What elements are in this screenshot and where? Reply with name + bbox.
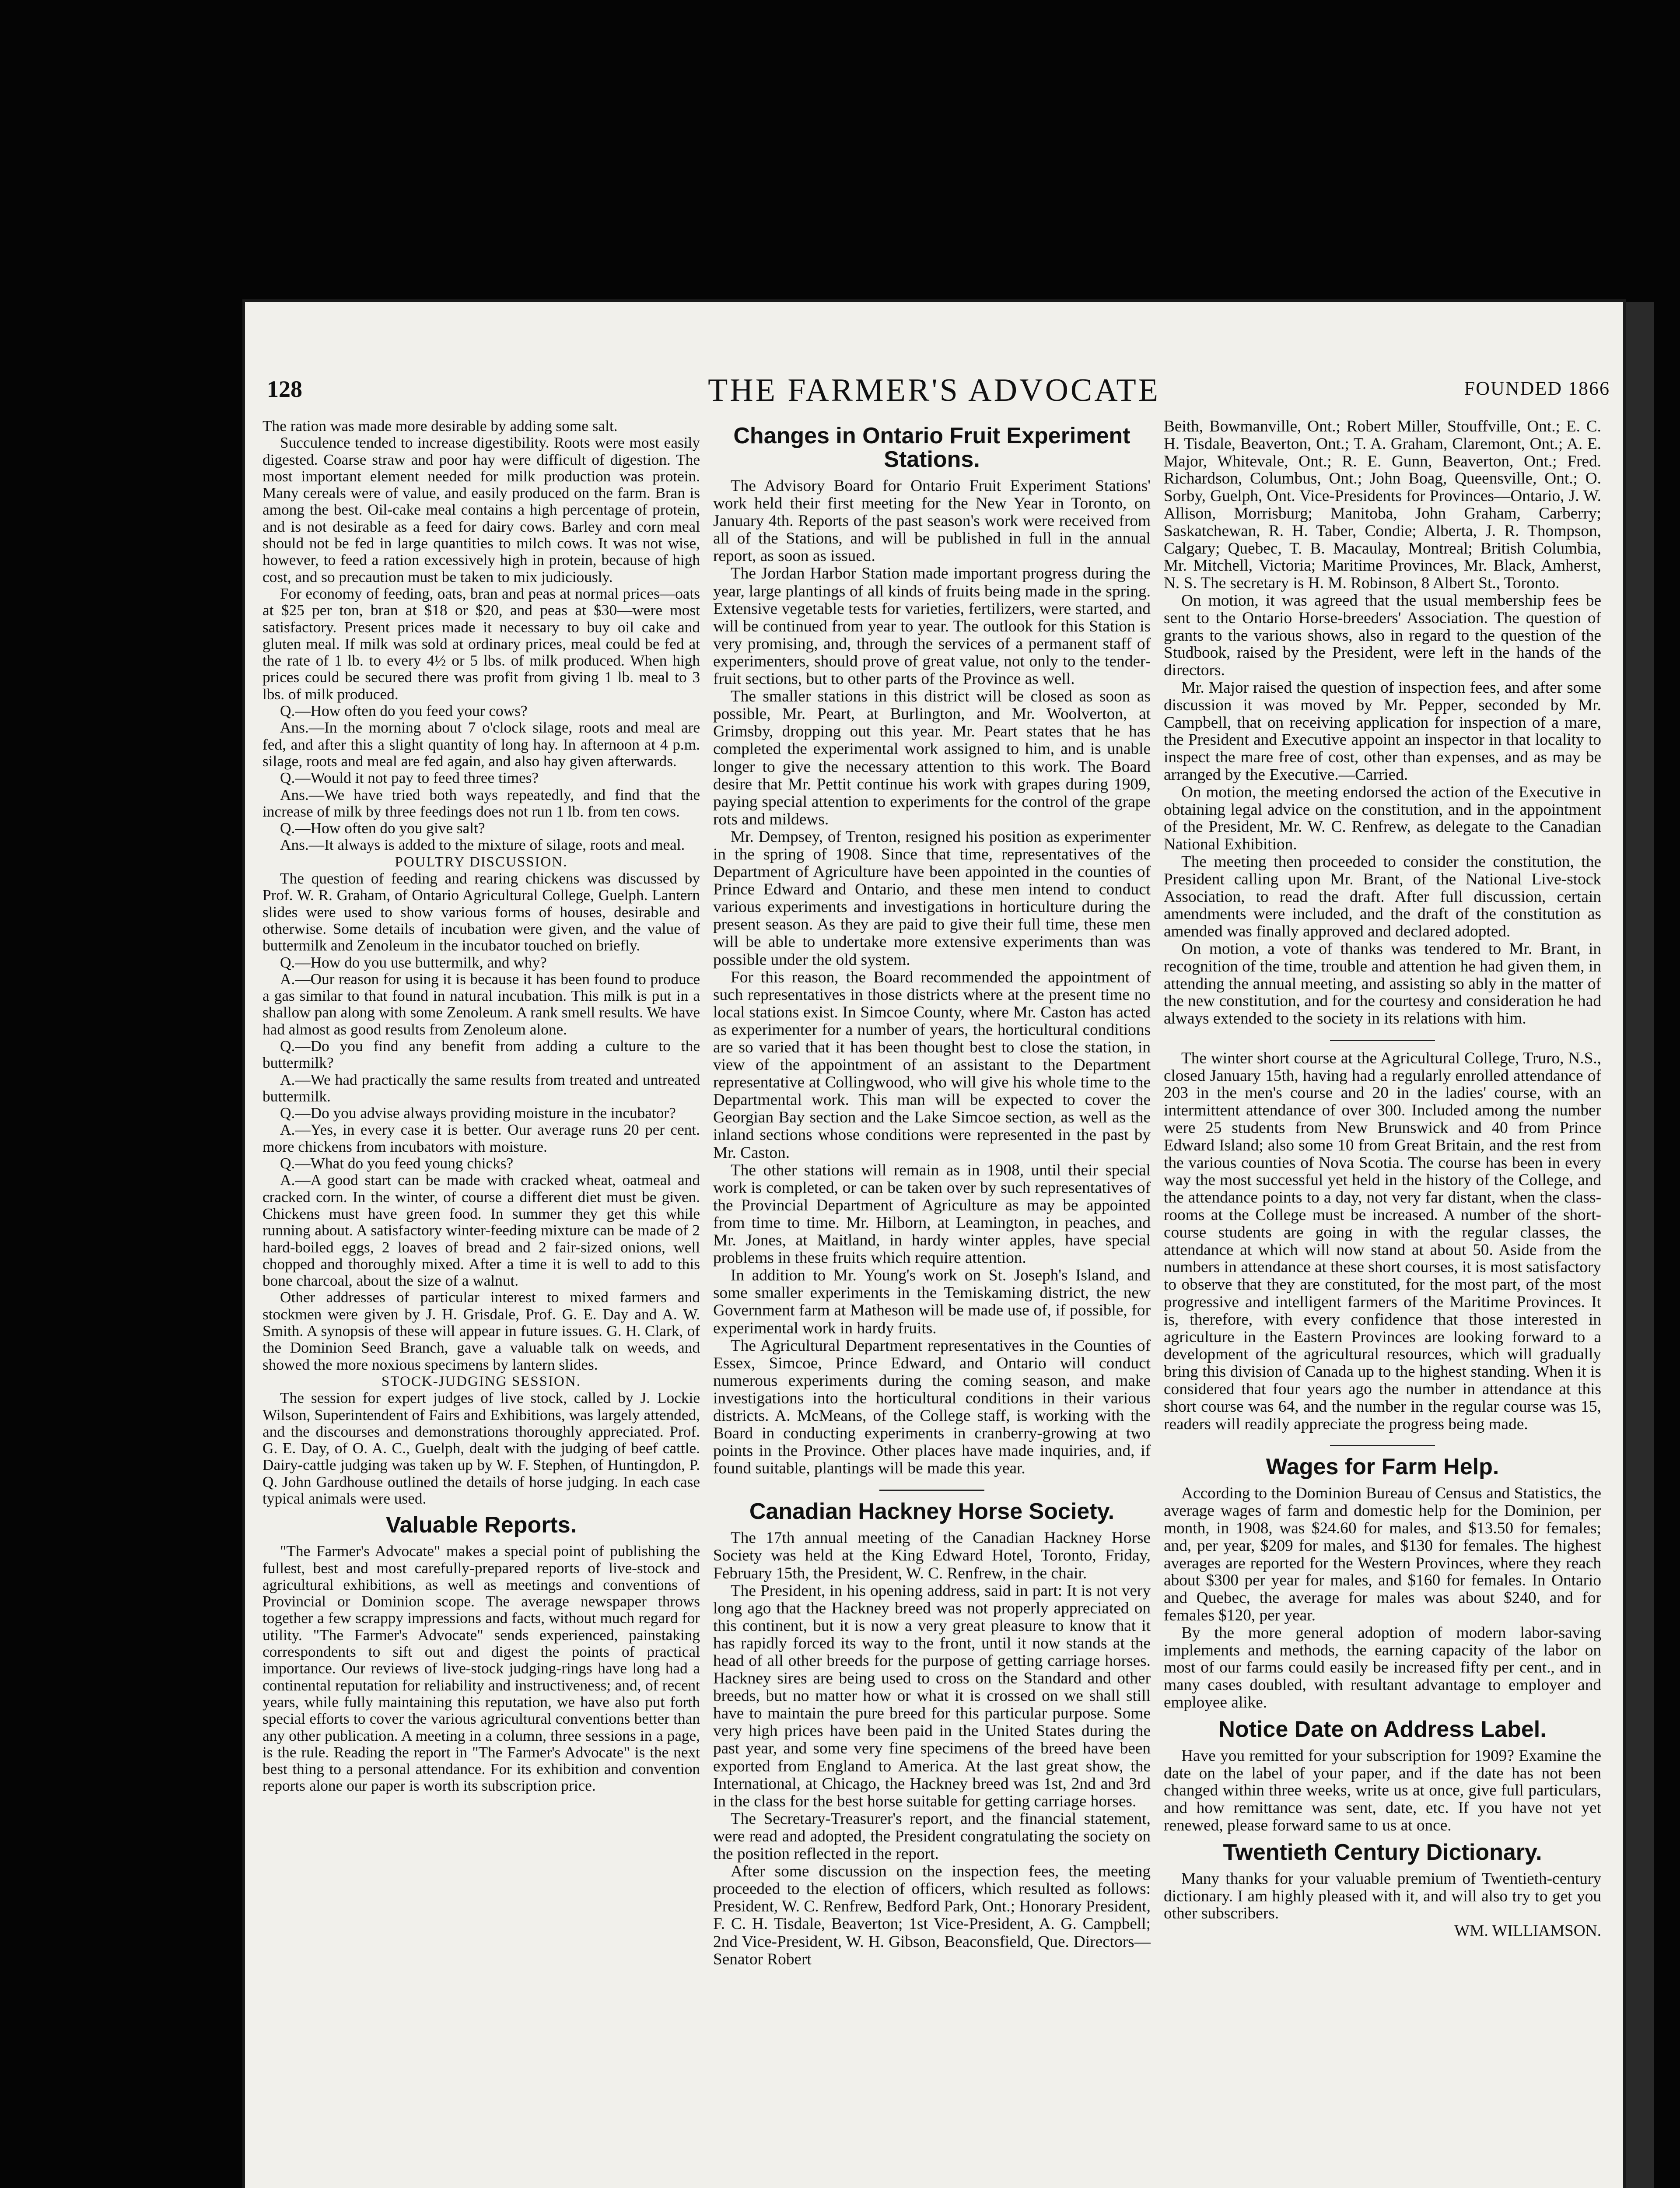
- section-rule: [1330, 1445, 1435, 1446]
- paragraph: Many thanks for your valuable premium of Twentieth-century dictionary. I am highly pleased with it, and will also try to get you other subscribers.: [1164, 1869, 1601, 1923]
- paragraph: A.—A good start can be made with cracked wheat, oatmeal and cracked corn. In the winter, of course a different diet must be given. Chickens must have green food. In summer they get this while running about. A satisfactory winter-feeding mixture can be made of 2 hard-boiled eggs, 2 loaves of bread and 2 fair-sized onions, well chopped and thoroughly mixed. After a time it is well to add to this bone charcoal, about the size of a walnut.: [262, 1171, 700, 1290]
- paragraph: For this reason, the Board recommended the appointment of such representatives in those districts where at the present time no local stations exist. In Simcoe County, where Mr. Caston has acted as experimenter for a number of years, the horticultural conditions are so varied that it has been thought best to close the station, in view of the appointment of an assistant to the Department representative at Collingwood, who will give his whole time to the Departmental work. This man will be expected to cover the Georgian Bay section and the Lake Simcoe section, as well as the inland sections whose conditions were represented in the past by Mr. Caston.: [713, 968, 1151, 1162]
- article-heading-hackney-society: Canadian Hackney Horse Society.: [749, 1499, 1115, 1525]
- paragraph: The Agricultural Department representatives in the Counties of Essex, Simcoe, Prince Edward, and Ontario will conduct numerous experiments during the coming season, and make investigations into the horticultural conditions in their various districts. A. McMeans, of the College staff, is working with the Board in conducting experiments in cranberry-growing at two points in the Province. Other places have made inquiries, and, if found suitable, plantings will be made this year.: [713, 1336, 1151, 1478]
- paragraph: The 17th annual meeting of the Canadian Hackney Horse Society was held at the King Edward Hotel, Toronto, Friday, February 15th, the President, W. C. Renfrew, in the chair.: [713, 1529, 1151, 1582]
- section-rule: [1330, 1040, 1435, 1041]
- paragraph: The Advisory Board for Ontario Fruit Experiment Stations' work held their first meeting for the New Year in Toronto, on January 4th. Reports of the past season's work were received from all of the Stations, and will be published in full in the annual report, as soon as issued.: [713, 477, 1151, 565]
- column-3: [1164, 418, 1601, 2188]
- paragraph: A.—We had practically the same results from treated and untreated buttermilk.: [262, 1071, 700, 1105]
- paragraph: Q.—Do you find any benefit from adding a culture to the buttermilk?: [262, 1037, 700, 1072]
- paragraph: The session for expert judges of live stock, called by J. Lockie Wilson, Superintendent of Fairs and Exhibitions, was largely attended, and the discourses and demonstrations thoroughly appreciated. Prof. G. E. Day, of O. A. C., Guelph, dealt with the judging of beef cattle. Dairy-cattle judging was taken up by W. F. Stephen, of Huntingdon, P. Q. John Gardhouse outlined the details of horse judging. In each case typical animals were used.: [262, 1389, 700, 1507]
- paragraph: For economy of feeding, oats, bran and peas at normal prices—oats at $25 per ton, bran at $18 or $20, and peas at $30—were most satisfactory. Present prices made it necessary to buy oil cake and gluten meal. If milk was sold at ordinary prices, meal could be fed at the rate of 1 lb. to every 4½ or 5 lbs. of milk produced. When high prices could be secured there was profit from giving 1 lb. meal to 3 lbs. of milk produced.: [262, 585, 700, 703]
- paragraph: A.—Our reason for using it is because it has been found to produce a gas similar to that found in natural incubation. This milk is put in a shallow pan along with some Zenoleum. A rank smell results. We have had almost as good results from Zenoleum alone.: [262, 970, 700, 1038]
- paragraph: Q.—Do you advise always providing moisture in the incubator?: [280, 1105, 676, 1122]
- paragraph: Have you remitted for your subscription for 1909? Examine the date on the label of your paper, and if the date has not been changed within three weeks, write us at once, give full particulars, and how remittance was sent, date, etc. If you have not yet renewed, please forward same to us at once.: [1164, 1746, 1601, 1834]
- article-heading-wages: Wages for Farm Help.: [1266, 1454, 1499, 1480]
- founded-note: FOUNDED 1866: [1464, 378, 1610, 399]
- signature-line: WM. WILLIAMSON.: [1454, 1922, 1601, 1940]
- paragraph: Succulence tended to increase digestibility. Roots were most easily digested. Coarse straw and poor hay were difficult of digestion. The most important element needed for milk production was protein. Many cereals were of value, and easily produced on the farm. Bran is among the best. Oil-cake meal contains a high percentage of protein, and is not desirable as a feed for dairy cows. Barley and corn meal should not be fed in large quantities to milch cows. It was not wise, however, to feed a ration excessively high in protein, because of high cost, and so precaution must be taken to mix judiciously.: [262, 434, 700, 586]
- paragraph: The question of feeding and rearing chickens was discussed by Prof. W. R. Graham, of Ontario Agricultural College, Guelph. Lantern slides were used to show various forms of houses, desirable and otherwise. Some details of incubation were given, and the value of buttermilk and Zenoleum in the incubator touched on briefly.: [262, 870, 700, 954]
- paragraph: Mr. Dempsey, of Trenton, resigned his position as experimenter in the spring of 1908. Since that time, representatives of the Department of Agriculture have been appointed in the counties of Prince Edward and Ontario, and these men intend to conduct various experiments and investigations in horticulture during the present season. As they are paid to give their full time, these men will be able to undertake more extensive experiments than was possible under the old system.: [713, 828, 1151, 969]
- paragraph: A.—Yes, in every case it is better. Our average runs 20 per cent. more chickens from incubators with moisture.: [262, 1121, 700, 1155]
- article-heading-notice-date: Notice Date on Address Label.: [1218, 1716, 1547, 1742]
- section-heading-poultry: POULTRY DISCUSSION.: [395, 854, 568, 870]
- paragraph: The ration was made more desirable by adding some salt.: [262, 418, 618, 435]
- paragraph: In addition to Mr. Young's work on St. Joseph's Island, and some smaller experiments in the Temiskaming district, the new Government farm at Matheson will be made use of, if possible, for experimental work in hardy fruits.: [713, 1266, 1151, 1337]
- paragraph: On motion, it was agreed that the usual membership fees be sent to the Ontario Horse-breeders' Association. The question of grants to the various shows, also in regard to the question of the Studbook, raised by the President, were left in the hands of the directors.: [1164, 591, 1601, 680]
- newspaper-page: [245, 302, 1623, 2188]
- paragraph: The other stations will remain as in 1908, until their special work is completed, or can be taken over by such representatives of the Provincial Department of Agriculture as may be appointed from time to time. Mr. Hilborn, at Leamington, in peaches, and Mr. Jones, at Maitland, in hardy winter apples, have special problems in these fruits which require attention.: [713, 1161, 1151, 1267]
- paragraph: The Secretary-Treasurer's report, and the financial statement, were read and adopted, the President congratulating the society on the position reflected in the report.: [713, 1809, 1151, 1863]
- column-2: [713, 418, 1151, 2188]
- page-header: [254, 372, 1614, 411]
- binding-gutter: [1623, 302, 1654, 2188]
- paragraph: Q.—How do you use buttermilk, and why?: [280, 954, 547, 971]
- article-heading-dictionary: Twentieth Century Dictionary.: [1223, 1839, 1542, 1865]
- column-1: [262, 418, 700, 2188]
- article-heading-valuable-reports: Valuable Reports.: [385, 1512, 577, 1538]
- paragraph: After some discussion on the inspection fees, the meeting proceeded to the election of officers, which resulted as follows: President, W. C. Renfrew, Bedford Park, Ont.; Honorary President, F. C. H. Tisdale, Beaverton; 1st Vice-President, A. G. Campbell; 2nd Vice-President, W. H. Gibson, Beaconsfield, Que. Directors—Senator Robert: [713, 1862, 1151, 1968]
- paragraph: The President, in his opening address, said in part: It is not very long ago that the Hackney breed was not properly appreciated on this continent, but it is now a very great pleasure to know that it has rapidly forced its way to the front, until it now stands at the head of all other breeds for the purpose of getting carriage horses. Hackney sires are being used to cross on the Standard and other breeds, but no matter how or what it is crossed on we shall still have to maintain the pure breed for this particular purpose. Some very high prices have been paid in the United States during the past year, and some very fine specimens of the breed have been exported from England to America. At the last great show, the International, at Chicago, the Hackney breed was 1st, 2nd and 3rd in the class for the best horse suitable for getting carriage horses.: [713, 1581, 1151, 1810]
- paragraph: By the more general adoption of modern labor-saving implements and methods, the earning capacity of the labor on most of our farms could easily be increased fifty per cent., and in many cases doubled, with resultant advantage to employer and employee alike.: [1164, 1623, 1601, 1711]
- paragraph: Q.—Would it not pay to feed three times?: [280, 769, 539, 787]
- section-rule: [879, 1490, 984, 1491]
- masthead-title: THE FARMER'S ADVOCATE: [708, 372, 1160, 408]
- paragraph: "The Farmer's Advocate" makes a special point of publishing the fullest, best and most carefully-prepared reports of live-stock and agricultural exhibitions, as well as meetings and conventions of Provincial or Dominion scope. The average newspaper throws together a few scrappy impressions and facts, without much regard for utility. "The Farmer's Advocate" sends experienced, painstaking correspondents to sift out and digest the points of practical importance. Our reviews of live-stock judging-rings have long had a continental reputation for reliability and instructiveness; and, of recent years, while fully maintaining this reputation, we have also put forth special efforts to cover the various agricultural conventions better than any other publication. A meeting in a column, three sessions in a page, is the rule. Reading the report in "The Farmer's Advocate" is the next best thing to a personal attendance. For its exhibition and convention reports alone our paper is worth its subscription price.: [262, 1543, 700, 1795]
- paragraph: On motion, the meeting endorsed the action of the Executive in obtaining legal advice on the constitution, and in the appointment of the President, Mr. W. C. Renfrew, as delegate to the Canadian National Exhibition.: [1164, 783, 1601, 854]
- paragraph: The Jordan Harbor Station made important progress during the year, large plantings of all kinds of fruits being made in the spring. Extensive vegetable tests for varieties, fertilizers, were started, and will be continued from year to year. The outlook for this Station is very promising, and, through the services of a permanent staff of experimenters, should prove of great value, not only to the tender-fruit sections, but to other parts of the Province as well.: [713, 565, 1151, 688]
- paragraph: Mr. Major raised the question of inspection fees, and after some discussion it was moved by Mr. Pepper, seconded by Mr. Campbell, that on receiving application for inspection of a mare, the President and Executive appoint an inspector in that locality to inspect the mare free of cost, other than expenses, and as may be arranged by the Executive.—Carried.: [1164, 678, 1601, 784]
- paragraph: The meeting then proceeded to consider the constitution, the President calling upon Mr. Brant, of the National Live-stock Association, to read the draft. After full discussion, certain amendments were included, and the draft of the constitution as amended was finally approved and declared adopted.: [1164, 852, 1601, 941]
- paragraph: The winter short course at the Agricultural College, Truro, N.S., closed January 15th, having had a regularly enrolled attendance of 203 in the men's course and 20 in the ladies' course, with an intermittent attendance of over 300. Included among the number were 25 students from New Brunswick and 40 from Prince Edward Island; also some 10 from Great Britain, and the rest from the various counties of Nova Scotia. The course has been in every way the most successful yet held in the history of the College, and the attendance points to a day, not very far distant, when the class-rooms at the College must be increased. A number of the short-course students are going in with the regular classes, the attendance at which will now stand at about 50. Aside from the numbers in attendance at these short courses, it is most satisfactory to observe that they are constituted, for the most part, of the most progressive and intelligent farmers of the Maritime Provinces. It is, therefore, with every confidence that those interested in agriculture in the Eastern Provinces are looking forward to a development of the agricultural resources, which will gradually bring this division of Canada up to the highest standing. When it is considered that four years ago the number in attendance at this short course was 64, and the number in the regular course was 15, readers will readily appreciate the progress being made.: [1164, 1049, 1601, 1433]
- page-number: 128: [267, 376, 302, 402]
- paragraph: The smaller stations in this district will be closed as soon as possible, Mr. Peart, at Burlington, and Mr. Woolverton, at Grimsby, dropping out this year. Mr. Peart states that he has completed the experimental work assigned to him, and is unable longer to give the necessary attention to this work. The Board desire that Mr. Pettit continue his work with grapes during 1909, paying special attention to experiments for the control of the grape rots and mildews.: [713, 687, 1151, 828]
- paragraph: Ans.—We have tried both ways repeatedly, and find that the increase of milk by three feedings does not run 1 lb. from ten cows.: [262, 786, 700, 820]
- paragraph: Ans.—In the morning about 7 o'clock silage, roots and meal are fed, and after this a slight quantity of long hay. In afternoon at 4 p.m. silage, roots and meal are fed again, and also hay given afterwards.: [262, 719, 700, 770]
- paragraph: Q.—How often do you give salt?: [280, 820, 485, 837]
- paragraph: According to the Dominion Bureau of Census and Statistics, the average wages of farm and domestic help for the Dominion, per month, in 1908, was $24.60 for males, and $13.50 for females; and, per year, $209 for males, and $130 for females. The highest averages are reported for the Western Provinces, where they reach about $300 per year for males, and $160 for females. In Ontario and Quebec, the average for males was about $240, and for females $120, per year.: [1164, 1484, 1601, 1624]
- paragraph: Q.—What do you feed young chicks?: [280, 1155, 514, 1172]
- section-heading-stock-judging: STOCK-JUDGING SESSION.: [382, 1373, 581, 1389]
- paragraph: Beith, Bowmanville, Ont.; Robert Miller, Stouffville, Ont.; E. C. H. Tisdale, Beaverton, Ont.; T. A. Graham, Claremont, Ont.; A. E. Major, Whitevale, Ont.; R. E. Gunn, Beaverton, Ont.; Fred. Richardson, Columbus, Ont.; John Boag, Queensville, Ont.; O. Sorby, Guelph, Ont. Vice-Presidents for Provinces—Ontario, J. W. Allison, Morrisburg; Manitoba, John Graham, Carberry; Saskatchewan, R. H. Taber, Condie; Alberta, J. R. Thompson, Calgary; Quebec, T. B. Macaulay, Montreal; British Columbia, Mr. Mitchell, Victoria; Maritime Provinces, Mr. Black, Amherst, N. S. The secretary is H. M. Robinson, 8 Albert St., Toronto.: [1164, 418, 1601, 593]
- paragraph: Q.—How often do you feed your cows?: [280, 702, 528, 720]
- paragraph: On motion, a vote of thanks was tendered to Mr. Brant, in recognition of the time, trouble and attention he had given them, in attending the annual meeting, and assisting so ably in the matter of the new constitution, and for the courtesy and consideration he had always extended to the society in its relations with him.: [1164, 940, 1601, 1028]
- paragraph: Other addresses of particular interest to mixed farmers and stockmen were given by J. H. Grisdale, Prof. G. E. Day and A. W. Smith. A synopsis of these will appear in future issues. G. H. Clark, of the Dominion Seed Branch, gave a valuable talk on weeds, and showed the more noxious specimens by lantern slides.: [262, 1289, 700, 1373]
- article-heading-fruit-stations: Changes in Ontario Fruit Experiment Stations.: [733, 423, 1130, 472]
- paragraph: Ans.—It always is added to the mixture of silage, roots and meal.: [280, 836, 685, 854]
